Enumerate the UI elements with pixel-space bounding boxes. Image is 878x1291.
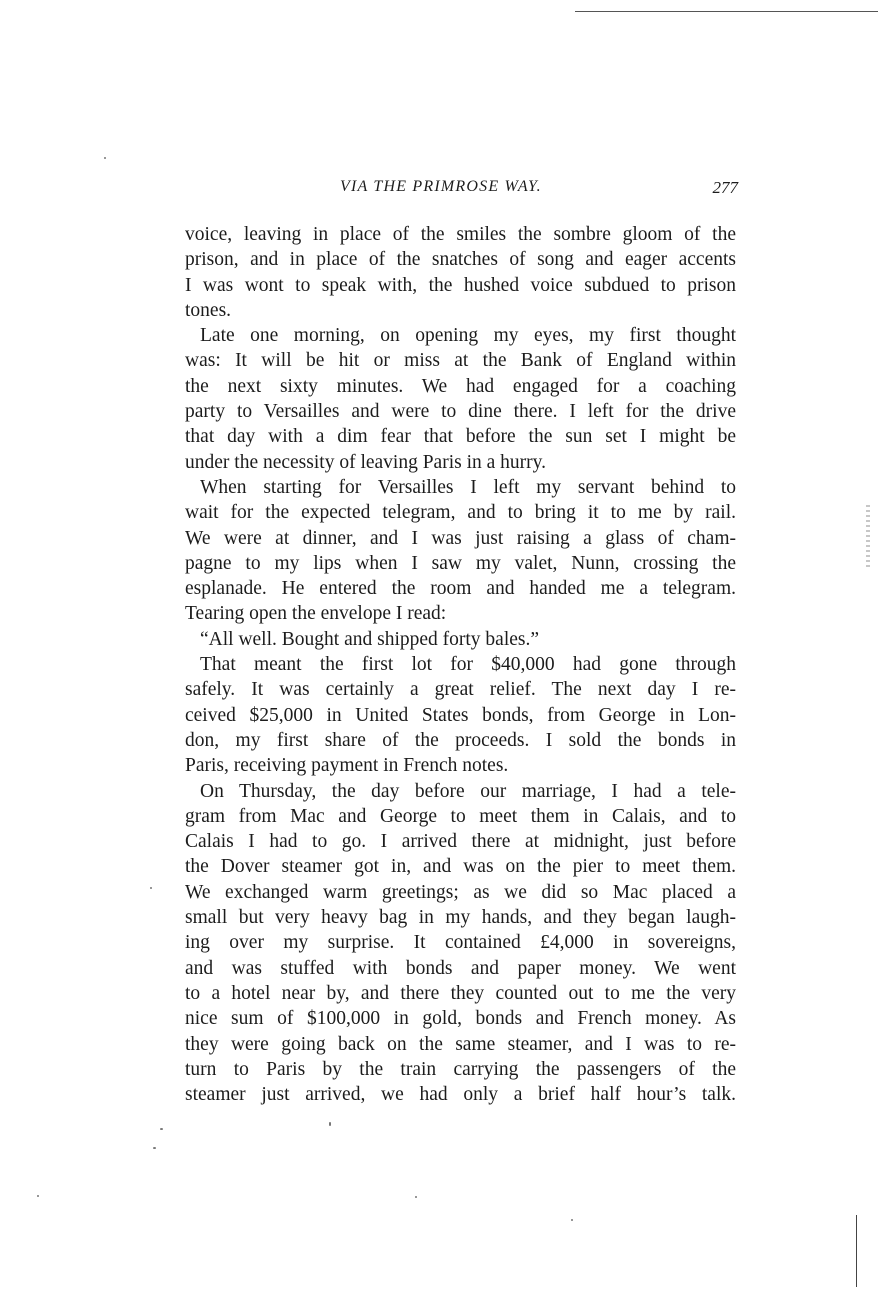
- page-edge-mark: [856, 1215, 857, 1287]
- text-line: ing over my surprise. It contained £4,000 in sovereigns,: [185, 932, 736, 954]
- scan-speck: [37, 1195, 39, 1197]
- text-line: nice sum of $100,000 in gold, bonds and French money. As: [185, 1008, 736, 1030]
- text-line: the Dover steamer got in, and was on the pier to meet them.: [185, 856, 736, 878]
- running-head: [330, 178, 738, 202]
- page-number: 277: [712, 178, 738, 197]
- text-line: We were at dinner, and I was just raising a glass of cham-: [185, 527, 736, 549]
- show-through-mark: [866, 505, 870, 567]
- text-line: don, my first share of the proceeds. I sold the bonds in: [185, 729, 736, 751]
- text-line: safely. It was certainly a great relief. The next day I re-: [185, 679, 736, 701]
- text-line: “All well. Bought and shipped forty bales.”: [200, 628, 540, 650]
- scan-speck: [150, 887, 152, 889]
- text-line: Calais I had to go. I arrived there at midnight, just before: [185, 831, 736, 853]
- text-line: under the necessity of leaving Paris in a hurry.: [185, 451, 547, 473]
- text-line: steamer just arrived, we had only a brief half hour’s talk.: [185, 1084, 736, 1106]
- text-line: that day with a dim fear that before the sun set I might be: [185, 426, 736, 448]
- text-line: gram from Mac and George to meet them in Calais, and to: [185, 805, 736, 827]
- text-line: party to Versailles and were to dine there. I left for the drive: [185, 401, 736, 423]
- body-text: [185, 222, 736, 1107]
- text-line: turn to Paris by the train carrying the passengers of the: [185, 1058, 736, 1080]
- text-line: to a hotel near by, and there they counted out to me the very: [185, 982, 736, 1004]
- paragraph: [185, 475, 736, 627]
- top-edge-rule: [575, 11, 878, 12]
- text-line: Late one morning, on opening my eyes, my first thought: [200, 325, 736, 347]
- text-line: was: It will be hit or miss at the Bank of England within: [185, 350, 736, 372]
- text-line: ceived $25,000 in United States bonds, from George in Lon-: [185, 704, 736, 726]
- text-line: When starting for Versailles I left my servant behind to: [200, 476, 736, 498]
- text-line: and was stuffed with bonds and paper money. We went: [185, 957, 736, 979]
- text-line: On Thursday, the day before our marriage, I had a tele-: [200, 780, 736, 802]
- text-line: We exchanged warm greetings; as we did so Mac placed a: [185, 881, 736, 903]
- scan-speck: [415, 1196, 417, 1198]
- text-line: wait for the expected telegram, and to bring it to me by rail.: [185, 502, 736, 524]
- scan-speck: [104, 157, 106, 159]
- text-line: I was wont to speak with, the hushed voice subdued to prison: [185, 274, 736, 296]
- text-line: tones.: [185, 299, 232, 321]
- scan-speck: [329, 1122, 331, 1126]
- running-title: VIA THE PRIMROSE WAY.: [340, 178, 542, 195]
- text-line: esplanade. He entered the room and handed me a telegram.: [185, 578, 736, 600]
- text-line: pagne to my lips when I saw my valet, Nunn, crossing the: [185, 552, 736, 574]
- paragraph: [185, 779, 736, 1108]
- paragraph: [185, 627, 736, 652]
- paragraph: [185, 652, 736, 778]
- text-line: That meant the first lot for $40,000 had gone through: [200, 654, 736, 676]
- paragraph: [185, 222, 736, 323]
- scan-speck: [571, 1219, 573, 1221]
- text-line: the next sixty minutes. We had engaged for a coaching: [185, 375, 736, 397]
- text-line: they were going back on the same steamer, and I was to re-: [185, 1033, 736, 1055]
- paragraph: [185, 323, 736, 475]
- text-line: voice, leaving in place of the smiles the sombre gloom of the: [185, 224, 736, 245]
- text-line: prison, and in place of the snatches of song and eager accents: [185, 249, 736, 271]
- text-line: small but very heavy bag in my hands, and they began laugh-: [185, 907, 736, 929]
- scan-speck: [160, 1128, 163, 1130]
- text-line: Paris, receiving payment in French notes.: [185, 755, 509, 777]
- text-line: Tearing open the envelope I read:: [185, 603, 447, 625]
- scan-speck: [153, 1147, 156, 1149]
